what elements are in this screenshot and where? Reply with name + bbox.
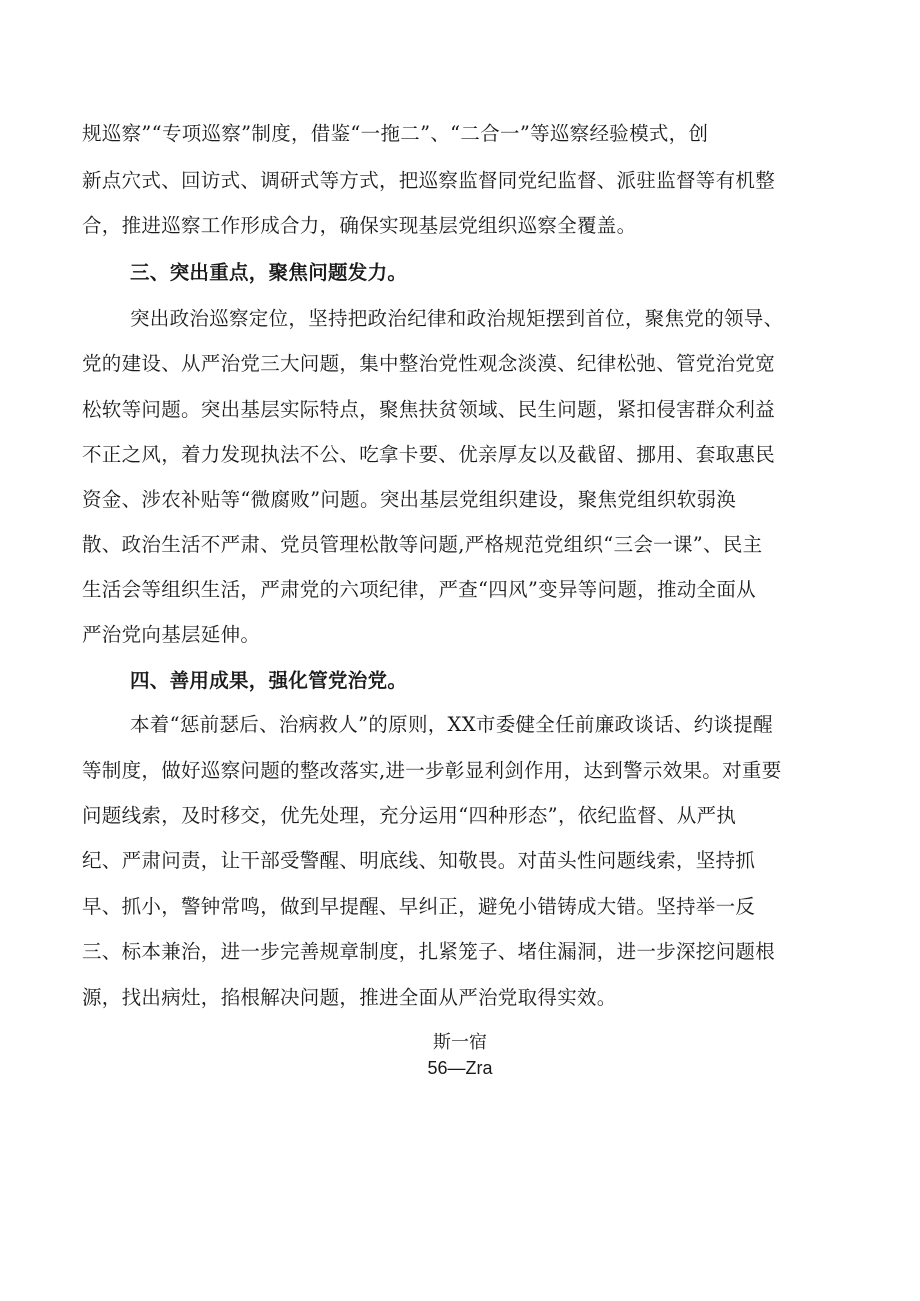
paragraph-line: 等制度，做好巡察问题的整改落实,进一步彰显利剑作用，达到警示效果。对重要: [82, 759, 782, 782]
paragraph-line: 纪、严肃问责，让干部受警醒、明底线、知敬畏。对苗头性问题线索，坚持抓: [82, 849, 756, 872]
paragraph-line: 松软等问题。突出基层实际特点，聚焦扶贫领域、民生问题，紧扣侵害群众利益: [82, 398, 776, 421]
footer-page-code: 56—Zra: [427, 1058, 493, 1078]
paragraph-line: 散、政治生活不严肃、党员管理松散等问题,严格规范党组织“三会一课”、民主: [82, 533, 763, 556]
paragraph-line: 问题线索，及时移交，优先处理，充分运用“四种形态”，依纪监督、从严执: [82, 804, 737, 827]
paragraph-line: 资金、涉农补贴等“微腐败”问题。突出基层党组织建设，聚焦党组织软弱涣: [82, 488, 737, 511]
footer-text: 斯一宿: [433, 1032, 487, 1053]
paragraph-line: 早、抓小，警钟常鸣，做到早提醒、早纠正，避免小错铸成大错。坚持举一反: [82, 895, 756, 918]
paragraph-line: 合，推进巡察工作形成合力，确保实现基层党组织巡察全覆盖。: [82, 214, 637, 237]
section-heading-4: 四、善用成果，强化管党治党。: [130, 669, 408, 692]
paragraph-line: 生活会等组织生活，严肃党的六项纪律，严查“四风”变异等问题，推动全面从: [82, 578, 756, 601]
paragraph-line: 规巡察”“专项巡察”制度，借鉴“一拖二”、“二合一”等巡察经验模式，创: [82, 122, 709, 145]
paragraph-line: 党的建设、从严治党三大问题，集中整治党性观念淡漠、纪律松弛、管党治党宽: [82, 352, 776, 375]
paragraph-line: 源，找出病灶，掐根解决问题，推进全面从严治党取得实效。: [82, 986, 617, 1009]
paragraph-line: 本着“惩前瑟后、治病救人”的原则，XX市委健全任前廉政谈话、约谈提醒: [130, 713, 773, 736]
section-heading-3: 三、突出重点，聚焦问题发力。: [130, 261, 408, 284]
paragraph-line: 新点穴式、回访式、调研式等方式，把巡察监督同党纪监督、派驻监督等有机整: [82, 169, 776, 192]
paragraph-line: 不正之风，着力发现执法不公、吃拿卡要、优亲厚友以及截留、挪用、套取惠民: [82, 443, 776, 466]
paragraph-line: 三、标本兼治，进一步完善规章制度，扎紧笼子、堵住漏洞，进一步深挖问题根: [82, 940, 776, 963]
paragraph-line: 严治党向基层延伸。: [82, 623, 261, 646]
paragraph-line: 突出政治巡察定位，坚持把政治纪律和政治规矩摆到首位，聚焦党的领导、: [130, 307, 784, 330]
